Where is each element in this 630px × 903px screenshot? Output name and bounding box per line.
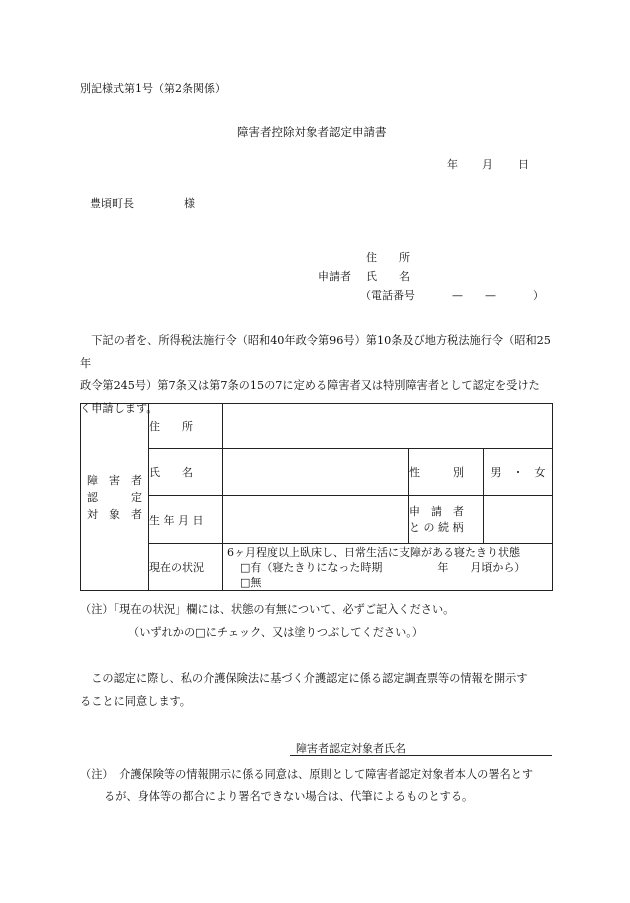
sex-field[interactable]: 男 ・ 女 [484,449,553,496]
consent-note: （注） 介護保険等の情報開示に係る同意は、原則として障害者認定対象者本人の署名とす [80,768,534,781]
applicant-phone-label: （電話番号 [360,289,415,302]
name-label: 氏 名 [149,449,223,496]
status-note-instruction: （いずれかの□にチェック、又は塗りつぶしてください。） [128,626,424,639]
address-field[interactable] [223,404,553,449]
relation-label-line: 申 請 者 [409,504,464,518]
sex-label: 性 別 [409,449,484,496]
date-month: 月 [482,158,493,171]
applicant-phone-dash: — — [452,289,496,302]
row-header-line: 対 象 者 [87,507,142,521]
status-label: 現在の状況 [149,544,223,591]
status-option-yes[interactable]: □有（寝たきりになった時期 年 月頃から） [240,561,526,574]
date-day: 日 [518,158,529,171]
intro-line: 下記の者を、所得税法施行令（昭和40年政令第96号）第10条及び地方税法施行令（昭和25年 [80,334,551,370]
row-header-line: 障 害 者 [87,473,142,487]
address-label: 住 所 [149,404,223,449]
addressee-honorific: 様 [184,197,195,210]
consent-line: ることに同意します。 [80,694,191,708]
consent-paragraph [80,668,552,713]
signature-label: 障害者認定対象者氏名 [296,742,406,755]
addressee-name: 豊頃町長 [90,197,134,210]
status-note: （注）「現在の状況」欄には、状態の有無について、必ずご記入ください。 [80,603,455,616]
intro-line: 政令第245号）第7条又は第7条の15の7に定める障害者又は特別障害者として認定を受けた [80,379,540,392]
applicant-name-label: 氏 名 [366,270,410,283]
document-title: 障害者控除対象者認定申請書 [237,125,387,139]
status-option-no[interactable]: □無 [240,576,262,589]
consent-note-continued: るが、身体等の都合により署名できない場合は、代筆によるものとする。 [104,790,474,803]
dob-field[interactable] [223,496,409,544]
subject-row-header [81,404,149,591]
relation-label [409,496,484,544]
intro-line: く申請します。 [80,401,158,415]
form-number: 別記様式第1号（第2条関係） [80,82,226,95]
applicant-role: 申請者 [318,270,351,283]
row-header-line: 認 定 [87,490,142,504]
name-field[interactable] [223,449,409,496]
dob-label: 生 年 月 日 [149,496,223,544]
consent-line: この認定に際し、私の介護保険法に基づく介護認定に係る認定調査票等の情報を開示す [80,672,528,685]
status-description: 6ヶ月程度以上臥床し、日常生活に支障がある寝たきり状態 [227,546,520,559]
date-year: 年 [447,158,458,171]
relation-label-line: と の 続 柄 [409,520,464,534]
applicant-address-label: 住 所 [366,251,410,264]
signature-line[interactable] [290,755,552,756]
relation-field[interactable] [484,496,553,544]
applicant-phone-close: ） [533,289,544,302]
